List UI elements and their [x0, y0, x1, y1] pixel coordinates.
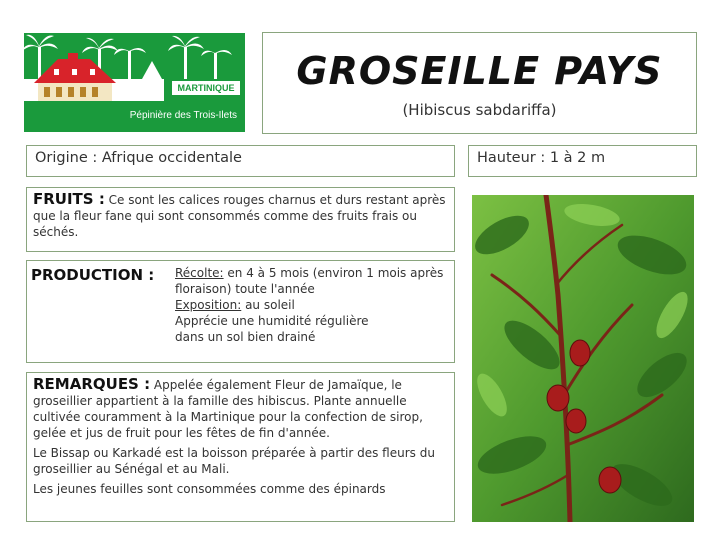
soil-line: dans un sol bien drainé [175, 330, 316, 344]
nursery-logo [24, 33, 245, 132]
logo-badge: MARTINIQUE [172, 81, 240, 95]
page-title: GROSEILLE PAYS [296, 49, 663, 93]
remarks-panel [26, 372, 455, 522]
origin-panel [26, 145, 455, 177]
height-panel [468, 145, 697, 177]
exposure-line [175, 297, 445, 313]
remarks-text-1: Appelée également Fleur de Jamaïque, le groseillier appartient à la famille des hibiscus. Plante annuelle cultivée couramment à la Martinique pour la confection de sirop, gelée et jus de fruit pour les fêtes de fin d'année. [33, 378, 423, 440]
harvest-line [175, 265, 445, 297]
plant-photo [472, 195, 694, 522]
production-details [175, 265, 445, 345]
hibiscus-plant-illustration [472, 195, 694, 522]
fruits-paragraph [33, 191, 448, 240]
humidity-line: Apprécie une humidité régulière [175, 314, 369, 328]
exposure-label: Exposition: [175, 298, 242, 312]
fruits-text: Ce sont les calices rouges charnus et durs restant après que la fleur fane qui sont consommés comme des fruits frais ou séchés. [33, 193, 446, 239]
exposure-text: au soleil [241, 298, 295, 312]
remarks-body [33, 376, 448, 501]
fruits-heading: FRUITS : [33, 190, 105, 208]
remarks-heading: REMARQUES : [33, 375, 151, 393]
fruits-panel [26, 187, 455, 252]
height-text: Hauteur : 1 à 2 m [477, 150, 606, 166]
scientific-name: (Hibiscus sabdariffa) [402, 101, 557, 119]
remarks-paragraph-3: Les jeunes feuilles sont consommées comme des épinards [33, 482, 386, 496]
production-panel [26, 260, 455, 363]
logo-nursery-name: Pépinière des Trois-Ilets [129, 110, 237, 121]
production-heading: PRODUCTION : [31, 266, 155, 284]
remarks-paragraph-1 [33, 376, 448, 441]
origin-text: Origine : Afrique occidentale [35, 150, 242, 166]
title-panel [262, 32, 697, 134]
remarks-paragraph-2: Le Bissap ou Karkadé est la boisson préparée à partir des fleurs du groseillier au Sénégal et au Mali. [33, 446, 435, 476]
harvest-label: Récolte: [175, 266, 224, 280]
harvest-text: en 4 à 5 mois (environ 1 mois après floraison) toute l'année [175, 266, 444, 296]
